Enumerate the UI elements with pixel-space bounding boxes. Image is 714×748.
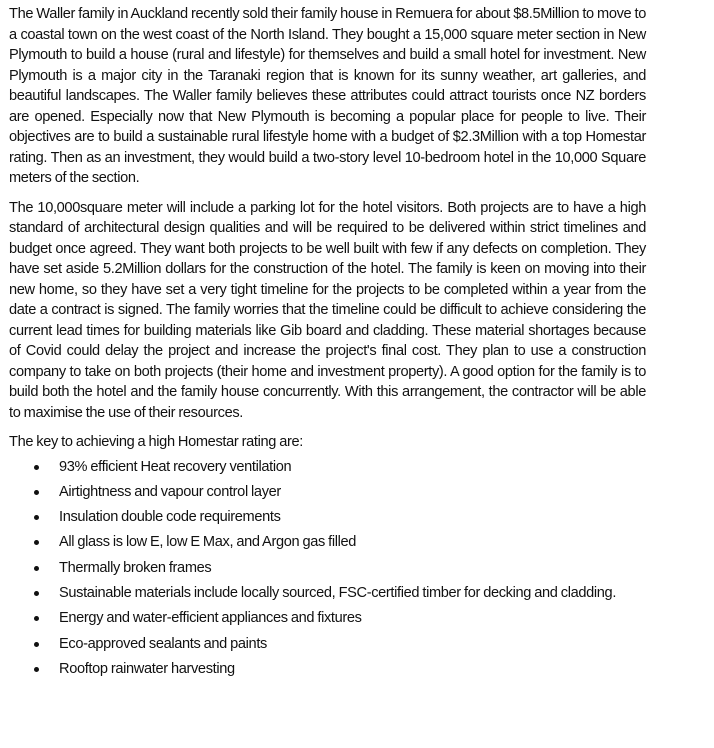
paragraph-project-details: The 10,000square meter will include a parking lot for the hotel visitors. Both projects are to have a high standard of architectural design qualities and will be required to be delivered within strict timelines and budget once agreed. They want both projects to be well built with few if any defects on completion. They have set aside 5.2Million dollars for the construction of the hotel. The family is keen on moving into their new home, so they have set a very tight timeline for the projects to be completed within a year from the date a contract is signed. The family worries that the timeline could be difficult to achieve considering the current lead times for building materials like Gib board and cladding. These material shortages because of Covid could delay the project and increase the project's final cost. They plan to use a construction company to take on both projects (their home and investment property). A good option for the family is to build both the hotel and the family house concurrently. With this arrangement, the contractor will be able to maximise the use of their resources. bbox=[9, 199, 646, 421]
list-item bbox=[9, 634, 646, 655]
bullet-icon bbox=[34, 667, 39, 672]
list-item bbox=[9, 608, 646, 629]
bullet-icon bbox=[34, 566, 39, 571]
homestar-requirements-list bbox=[9, 457, 646, 680]
list-item bbox=[9, 558, 646, 579]
list-item-text: All glass is low E, low E Max, and Argon gas filled bbox=[59, 534, 357, 551]
list-item-text: Thermally broken frames bbox=[59, 559, 212, 576]
bullet-icon bbox=[34, 490, 39, 495]
list-intro: The key to achieving a high Homestar rating are: bbox=[9, 434, 303, 450]
list-item bbox=[9, 583, 646, 604]
list-item bbox=[9, 457, 646, 478]
list-item bbox=[9, 507, 646, 528]
list-item-text: Airtightness and vapour control layer bbox=[59, 483, 281, 500]
bullet-icon bbox=[34, 465, 39, 470]
bullet-icon bbox=[34, 642, 39, 647]
bullet-icon bbox=[34, 515, 39, 520]
list-item-text: Eco-approved sealants and paints bbox=[59, 635, 267, 652]
list-item-text: Rooftop rainwater harvesting bbox=[59, 660, 235, 677]
bullet-icon bbox=[34, 616, 39, 621]
list-item-text: Sustainable materials include locally sourced, FSC-certified timber for decking and cladding. bbox=[59, 584, 617, 601]
list-item-text: Energy and water-efficient appliances and fixtures bbox=[59, 610, 362, 627]
paragraph-background: The Waller family in Auckland recently sold their family house in Remuera for about $8.5Million to move to a coastal town on the west coast of the North Island. They bought a 15,000 square meter section in New Plymouth to build a house (rural and lifestyle) for themselves and build a small hotel for investment. New Plymouth is a major city in the Taranaki region that is known for its sunny weather, art galleries, and beautiful landscapes. The Waller family believes these attributes could attract tourists once NZ borders are opened. Especially now that New Plymouth is becoming a popular place for people to live. Their objectives are to build a sustainable rural lifestyle home with a budget of $2.3Million with a top Homestar rating. Then as an investment, they would build a two-story level 10-bedroom hotel in the 10,000 Square meters of the section. bbox=[9, 6, 646, 186]
list-item-text: 93% efficient Heat recovery ventilation bbox=[59, 458, 292, 475]
bullet-icon bbox=[34, 540, 39, 545]
bullet-icon bbox=[34, 591, 39, 596]
list-item bbox=[9, 659, 646, 680]
list-item bbox=[9, 532, 646, 553]
list-item-text: Insulation double code requirements bbox=[59, 509, 281, 526]
list-item bbox=[9, 482, 646, 503]
